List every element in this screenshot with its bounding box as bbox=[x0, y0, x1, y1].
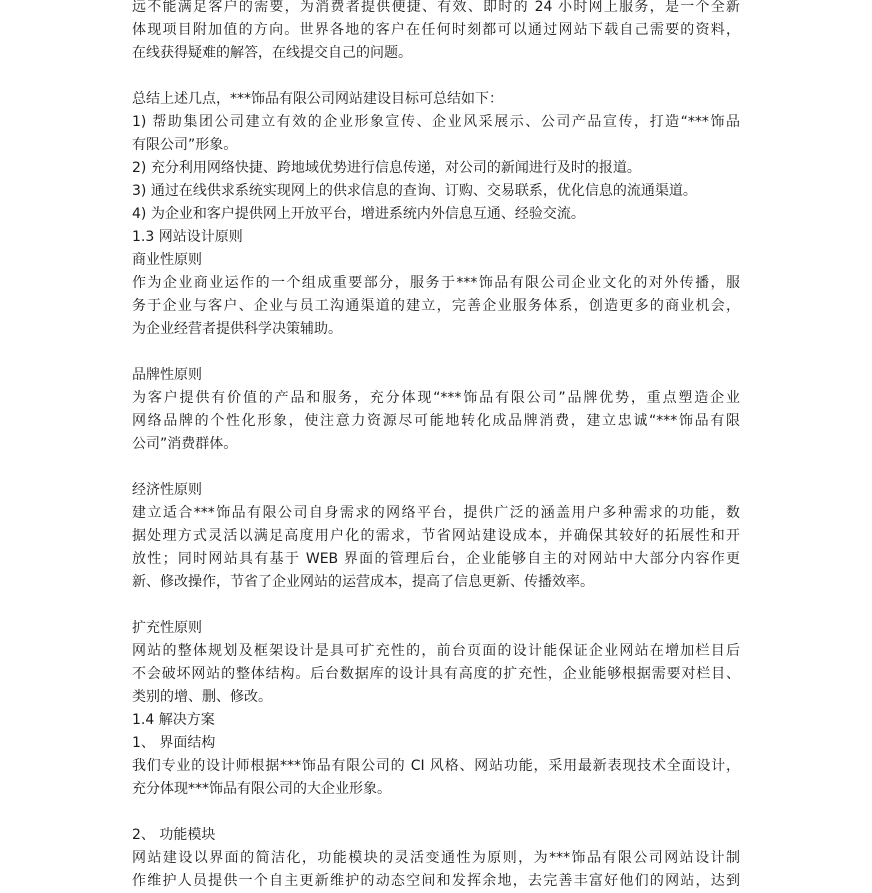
principle-line: 不会破坏网站的整体结构。后台数据库的设计具有高度的扩充性，企业能够根据需要对栏目、 bbox=[132, 666, 740, 682]
blank-line bbox=[132, 341, 740, 364]
principle-line: 类别的增、删、修改。 bbox=[132, 689, 272, 705]
principle-line: 网络品牌的个性化形象，使注意力资源尽可能地转化成品牌消费，建立忠诚“***饰品有限 bbox=[132, 413, 740, 429]
summary-title: 总结上述几点，***饰品有限公司网站建设目标可总结如下： bbox=[132, 91, 503, 107]
principle-line: 公司”消费群体。 bbox=[132, 436, 238, 452]
principle-title-extensibility: 扩充性原则 bbox=[132, 620, 202, 636]
intro-line: 远不能满足客户的需要，为消费者提供便捷、有效、即时的 24 小时网上服务，是一个全新 bbox=[132, 0, 740, 15]
blank-line bbox=[132, 801, 740, 824]
principle-line: 放性；同时网站具有基于 WEB 界面的管理后台，企业能够自主的对网站中大部分内容作更 bbox=[132, 551, 740, 567]
blank-line bbox=[132, 65, 740, 88]
solution-title-modules: 2、 功能模块 bbox=[132, 827, 216, 843]
section-heading-1-4: 1.4 解决方案 bbox=[132, 712, 215, 728]
document-body bbox=[132, 0, 740, 893]
blank-line bbox=[132, 594, 740, 617]
goal-2-line: 2) 充分利用网络快捷、跨地域优势进行信息传递，对公司的新闻进行及时的报道。 bbox=[132, 160, 641, 176]
principle-line: 为企业经营者提供科学决策辅助。 bbox=[132, 321, 342, 337]
goal-4-line: 4) 为企业和客户提供网上开放平台，增进系统内外信息互通、经验交流。 bbox=[132, 206, 585, 222]
principle-line: 建立适合***饰品有限公司自身需求的网络平台，提供广泛的涵盖用户多种需求的功能，数 bbox=[132, 505, 740, 521]
principle-line: 作为企业商业运作的一个组成重要部分，服务于***饰品有限公司企业文化的对外传播，服 bbox=[132, 275, 740, 291]
solution-line: 网站建设以界面的简洁化，功能模块的灵活变通性为原则，为***饰品有限公司网站设计制 bbox=[132, 850, 740, 866]
principle-line: 网站的整体规划及框架设计是具可扩充性的，前台页面的设计能保证企业网站在增加栏目后 bbox=[132, 643, 740, 659]
solution-line: 作维护人员提供一个自主更新维护的动态空间和发挥余地，去完善丰富好他们的网站，达到 bbox=[132, 873, 740, 889]
goal-1-line: 有限公司”形象。 bbox=[132, 137, 238, 153]
principle-line: 为客户提供有价值的产品和服务，充分体现“***饰品有限公司”品牌优势，重点塑造企业 bbox=[132, 390, 740, 406]
principle-line: 务于企业与客户、企业与员工沟通渠道的建立，完善企业服务体系，创造更多的商业机会， bbox=[132, 298, 740, 314]
solution-line: 充分体现***饰品有限公司的大企业形象。 bbox=[132, 781, 391, 797]
principle-title-commercial: 商业性原则 bbox=[132, 252, 202, 268]
section-heading-1-3: 1.3 网站设计原则 bbox=[132, 229, 243, 245]
principle-line: 据处理方式灵活以满足高度用户化的需求，节省网站建设成本，并确保其较好的拓展性和开 bbox=[132, 528, 740, 544]
goal-1-line: 1) 帮助集团公司建立有效的企业形象宣传、企业风采展示、公司产品宣传，打造“***饰品 bbox=[132, 114, 740, 130]
blank-line bbox=[132, 456, 740, 479]
solution-line: 我们专业的设计师根据***饰品有限公司的 CI 风格、网站功能，采用最新表现技术全面设计， bbox=[132, 758, 740, 774]
intro-line: 在线获得疑难的解答，在线提交自己的问题。 bbox=[132, 45, 412, 61]
intro-line: 体现项目附加值的方向。世界各地的客户在任何时刻都可以通过网站下载自己需要的资料， bbox=[132, 22, 740, 38]
principle-title-brand: 品牌性原则 bbox=[132, 367, 202, 383]
principle-line: 新、修改操作，节省了企业网站的运营成本，提高了信息更新、传播效率。 bbox=[132, 574, 594, 590]
goal-3-line: 3) 通过在线供求系统实现网上的供求信息的查询、订购、交易联系，优化信息的流通渠道。 bbox=[132, 183, 697, 199]
solution-title-interface: 1、 界面结构 bbox=[132, 735, 216, 751]
principle-title-economy: 经济性原则 bbox=[132, 482, 202, 498]
